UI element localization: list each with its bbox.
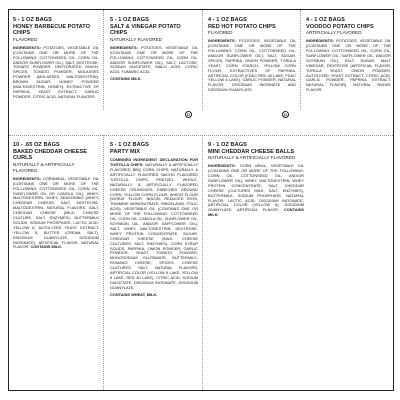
ingredients-list: CORNMEAL, VEGETABLE OIL (CONTAINS ONE OR MORE OF THE FOLLOWING: COTTONSEED OIL, CORN OIL, SUNFLOWER OIL OR CANOLA OIL), WHEY, MALTODEXTRIN, WHEY, SEASONING (WHEY, CHEDDAR CHEESE, SALT, DEXTROSE, MALTODEXTRIN, NATURAL FLAVORS, SALT, CHEDDAR CHEESE (MILK, CHEESE CULTURE, SALT, ENZYMES), BUTTERMILK SOLIDS, SODIUM PHOSPHATE, LACTIC ACID, YELLOW 6, AUTOLYZED YEAST EXTRACT, YELLOW 5, BUTTER (CREAM, SALT), DISODIUM GUANYLATE, DISODIUM INOSINATE), ARTIFICIAL FLAVOR, NATURAL FLAVOR. — [13, 175, 99, 250]
product-panel-voodoo — [304, 17, 393, 93]
product-panel-red-hot — [206, 17, 298, 117]
divider-line — [300, 10, 301, 110]
ingredients-text — [110, 158, 198, 290]
flavor-note: FLAVORED — [208, 30, 233, 36]
product-panel-salt-vinegar — [108, 17, 200, 117]
divider-line — [9, 135, 393, 136]
flavor-note: ARTIFICIALLY FLAVORED — [306, 30, 362, 36]
ingredients-list: POTATOES, VEGETABLE OIL (CONTAINS ONE OR MORE OF THE FOLLOWING: COTTONSEED OIL, CORN OIL, AND/OR SUNFLOWER OIL), SALT, LACTOSE, SODIUM DIACETATE, MALIC ACID, CITRIC ACID, FUMARIC ACID. — [110, 44, 198, 75]
bag-count: 4 - 1 OZ BAGS — [208, 17, 247, 23]
ingredients-list: POTATOES, VEGETABLE OIL (CONTAINS ONE OR MORE OF THE FOLLOWING: COTTONSEED OIL, CORN OIL, AND/OR SUNFLOWER OIL), SALT, DEXTROSE, TOMATO POWDER, DEHYDRATED ONION, SPICES, TOMATO POWDER, MOLASSES POWDER (MOLASSES, MALTODEXTRIN), BROWN SUGAR, HONEY POWDER (MALTODEXTRIN, HONEY), EXTRACTIVE OF PAPRIKA, YEAST EXTRACT, GARLIC POWDER, CITRIC ACID, NATURAL FLAVORS. — [13, 44, 99, 99]
product-name: PARTY MIX — [110, 148, 140, 155]
product-name: MINI CHEDDAR CHEESE BALLS — [208, 148, 295, 155]
flavor-note: NATURALLY & ARTIFICIALLY FLAVORED — [13, 161, 75, 173]
bag-count: 5 - 1 OZ BAGS — [13, 17, 52, 23]
allergen-statement: CONTAINS MILK. — [110, 76, 142, 82]
ingredients-text — [110, 46, 198, 75]
ingredients-text — [208, 164, 304, 218]
divider-line — [103, 135, 104, 390]
product-name: RED HOT POTATO CHIPS — [208, 23, 276, 30]
bag-count: 5 - 1 OZ BAGS — [110, 142, 149, 148]
allergen-statement: CONTAINS WHEAT, MILK. — [110, 291, 158, 297]
bag-count: 10 - .65 OZ BAGS — [13, 142, 60, 148]
product-name: VOODOO POTATO CHIPS — [306, 23, 374, 30]
flavor-note: NATURALLY FLAVORED — [110, 36, 162, 42]
allergen-statement: CONTAINS MILK. — [30, 244, 63, 250]
ingredients-label: COMBINED INGREDIENT DECLARATION FOR TORTILLA CHIPS: — [110, 157, 198, 168]
ingredients-label: INGREDIENTS: — [13, 44, 41, 50]
dairy-symbol-icon: D — [185, 111, 192, 118]
bag-count: 9 - 1 OZ BAGS — [208, 142, 247, 148]
ingredients-text — [13, 46, 99, 100]
ingredients-list: NATURALLY & ARTIFICIALLY FLAVORED BBQ CORN CHIPS; NATURALLY & ARTIFICIALLY FLAVORED NACHO FLAVORED TORTILLA CHIPS, PRETZEL, WHOLE, NATURALLY & ARTIFICIALLY FLAVORED CHEESE CRUNCHIES. ENRICHED GROUND CORN, YELLOW CORN FLOUR, WHEAT FLOUR (WHEAT FLOUR, NIACIN, REDUCED IRON, THIAMINE MONONITRATE, RIBOFLAVIN, FOLIC ACID), VEGETABLE OIL (CONTAINS ONE OR MORE OF THE FOLLOWING: COTTONSEED OIL, CORN OIL, CANOLA OIL, SUNFLOWER OIL, SOYBEAN OIL, AND/OR SAFFLOWER OIL), SALT, WHEY, MALTODEXTRIN, DEXTROSE, WHEY PROTEIN CONCENTRATE, SUGAR, CHEDDAR CHEESE (MILK, CHEESE CULTURES, SALT, ENZYMES), CORN SYRUP SOLIDS, PAPRIKA, ONION POWDER, GARLIC POWDER, YEAST, TOMATO POWDER, MONOSODIUM GLUTAMATE, BUTTERMILK, ROMANO CHEESE, SPICES, CHEESE CULTURES, SALT, NATURAL FLAVORS, ARTIFICIAL COLOR (YELLOW 6 LAKE, YELLOW 5 LAKE, RED 40 LAKE), CITRIC ACID, SODIUM DIACETATE, DISODIUM INOSINATE, DISODIUM GUANYLATE. — [110, 162, 198, 290]
ingredients-label: INGREDIENTS: — [13, 175, 41, 181]
product-name: SALT & VINEGAR POTATO CHIPS — [110, 23, 181, 37]
product-panel-party-mix — [108, 142, 200, 390]
ingredient-label-sheet — [8, 9, 394, 391]
product-name: BAKED CHEDDAR CHEESE CURLS — [13, 148, 87, 162]
product-panel-cheese-balls — [206, 142, 306, 218]
ingredients-label: INGREDIENTS: — [208, 163, 236, 169]
flavor-note: NATURALLY & ARTIFICIALLY FLAVORED — [208, 155, 296, 161]
ingredients-list: POTATOES, VEGETABLE OIL (CONTAINS ONE OR MORE OF THE FOLLOWING: CORN OIL, COTTONSEED OIL, AND/OR SUNFLOWER OIL), SALT, SUGAR, SPICES, PAPRIKA, ONION POWDER, TORULA YEAST, CORN STARCH, YELLOW CORN FLOUR, EXTRACTIVES OF PAPRIKA, ARTIFICIAL COLOR (FD&C RED 40 LAKE, FD&C YELLOW 6 LAKE), GARLIC POWDER, NATURAL FLAVOR, DISODIUM INOSINATE AND DISODIUM GUANYLATE. — [208, 38, 296, 93]
ingredients-label: INGREDIENTS: — [110, 44, 138, 50]
ingredients-label: INGREDIENTS: — [306, 38, 334, 44]
divider-line — [103, 10, 104, 110]
ingredients-text — [306, 39, 391, 93]
product-panel-cheese-curls — [11, 142, 101, 250]
ingredients-text — [13, 177, 99, 251]
flavor-note: FLAVORED — [13, 36, 38, 42]
product-panel-honey-barbecue — [11, 17, 101, 100]
allergen-statement: CONTAINS MILK. — [208, 207, 304, 218]
ingredients-list: CORN MEAL, VEGETABLE OIL (CONTAINS ONE OR MORE OF THE FOLLOWING: CORN OIL, COTTONSEED OIL, AND/OR SUNFLOWER OIL), WHEY, MALTODEXTRIN, WHEY PROTEIN CONCENTRATE, SALT, CHEDDAR CHEESE (CULTURED MILK, SALT, ENZYMES), BUTTERMILK, SODIUM PHOSPHATE, NATURAL FLAVOR, LACTIC ACID, DISODIUM INOSINATE, ARTIFICIAL COLOR (YELLOW 6), DISODIUM GUANYLATE, ARTIFICIAL FLAVOR. — [208, 163, 304, 213]
product-name: HONEY BARBECUE POTATO CHIPS — [13, 23, 90, 37]
ingredients-list: POTATOES, VEGETABLE OIL (CONTAINS ONE OR MORE OF THE FOLLOWING: COTTONSEED OIL, CORN OIL, SUNFLOWER OIL, SAFFLOWER OIL, AND/OR SOYBEAN OIL), SALT, SUGAR, MALT VINEGAR, DEXTROSE (ARTIFICIAL FLAVOR, TORULA YEAST, ONION POWDER, AUTOLYZED YEAST EXTRACT, CITRIC ACID, GARLIC POWDER, PAPRIKA EXTRACT, NATURAL FLAVOR), NATURAL SMOKE FLAVOR. — [306, 38, 391, 93]
divider-line — [202, 135, 203, 390]
divider-line — [202, 10, 203, 110]
bag-count: 4 - 1 OZ BAGS — [306, 17, 345, 23]
dairy-symbol-icon: D — [282, 111, 289, 118]
ingredients-text — [208, 39, 296, 93]
bag-count: 5 - 1 OZ BAGS — [110, 17, 149, 23]
ingredients-label: INGREDIENTS: — [208, 38, 236, 44]
